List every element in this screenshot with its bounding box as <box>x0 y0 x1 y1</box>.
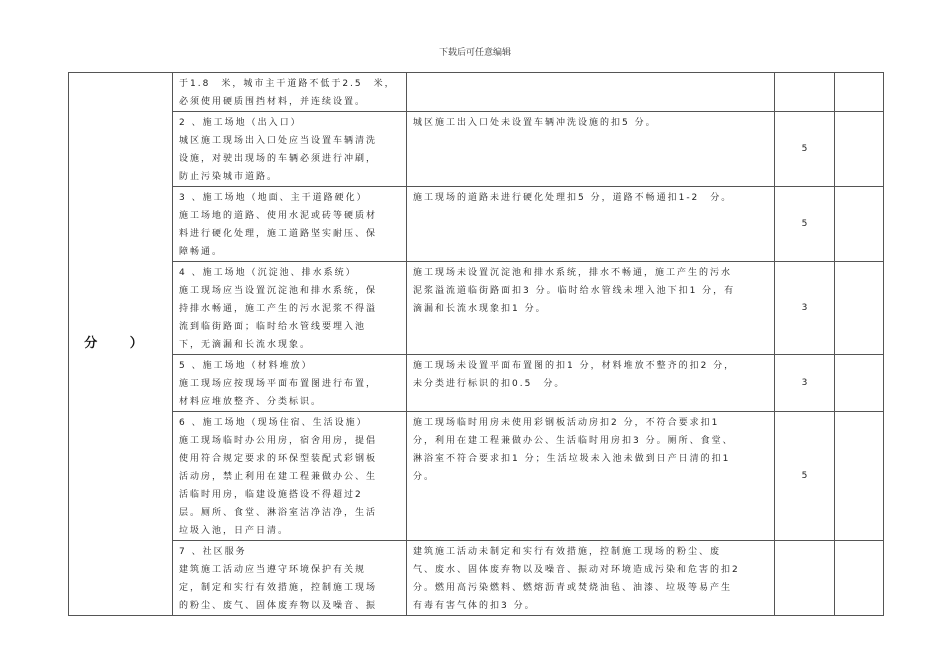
standard-line: 下，无滴漏和长流水现象。 <box>179 340 312 350</box>
deduction-line: 分。 <box>413 472 436 482</box>
page-header-note: 下载后可任意编辑 <box>438 48 511 58</box>
deduction-cell <box>407 262 775 355</box>
score-cell: 3 <box>775 355 835 412</box>
deduction-line: 分，利用在建工程兼做办公、生活临时用房扣3 分。厕所、食堂、 <box>413 436 734 446</box>
standard-cell <box>173 541 407 616</box>
standard-cell <box>173 355 407 412</box>
deduction-line: 淋浴室不符合要求扣1 分；生活垃圾未入池未做到日产日清的扣1 <box>413 454 731 464</box>
table-row <box>69 541 884 616</box>
table-row <box>69 355 884 412</box>
standard-line: 4 、施工场地（沉淀池、排水系统） <box>179 268 357 278</box>
table-body <box>69 73 884 616</box>
table-row <box>69 262 884 355</box>
deduction-line: 泥浆溢流道临街路面扣3 分。临时给水管线未埋入池下扣1 分，有 <box>413 286 736 296</box>
standard-line: 必须使用硬质围挡材料，并连续设置。 <box>179 97 367 107</box>
standard-line: 7 、社区服务 <box>179 547 247 557</box>
standard-line: 层。厕所、食堂、淋浴室洁净洁净，生活 <box>179 508 378 518</box>
deduction-line: 施工现场的道路未进行硬化处理扣5 分，道路不畅通扣1-2 分。 <box>413 193 733 203</box>
standard-line: 3 、施工场地（地面、主干道路硬化） <box>179 193 368 203</box>
standard-line: 持排水畅通，施工产生的污水泥浆不得溢 <box>179 304 378 314</box>
deduction-line: 有毒有害气体的扣3 分。 <box>413 601 536 611</box>
inspection-table <box>68 72 884 616</box>
result-cell <box>835 412 884 541</box>
result-cell <box>835 541 884 616</box>
result-cell <box>835 187 884 262</box>
deduction-cell <box>407 112 775 187</box>
score-cell: 3 <box>775 262 835 355</box>
standard-cell <box>173 187 407 262</box>
standard-cell <box>173 73 407 112</box>
standard-line: 建筑施工活动应当遵守环境保护有关规 <box>179 565 367 575</box>
standard-line: 定，制定和实行有效措施，控制施工现场 <box>179 583 378 593</box>
result-cell <box>835 262 884 355</box>
deduction-cell <box>407 187 775 262</box>
standard-cell <box>173 112 407 187</box>
score-cell: 5 <box>775 412 835 541</box>
table-row <box>69 187 884 262</box>
standard-line: 施工现场应当设置沉淀池和排水系统，保 <box>179 286 378 296</box>
standard-line: 2 、施工场地（出入口） <box>179 118 302 128</box>
standard-line: 活动房，禁止利用在建工程兼做办公、生 <box>179 472 378 482</box>
standard-line: 施工现场应按现场平面布置图进行布置， <box>179 379 378 389</box>
result-cell <box>835 355 884 412</box>
deduction-cell <box>407 355 775 412</box>
deduction-line: 施工现场未设置沉淀池和排水系统，排水不畅通，施工产生的污水 <box>413 268 733 278</box>
deduction-line: 分。燃用高污染燃料、燃熔沥青或焚烧油毡、油漆、垃圾等易产生 <box>413 583 733 593</box>
deduction-line: 建筑施工活动未制定和实行有效措施，控制施工现场的粉尘、废 <box>413 547 722 557</box>
standard-line: 施工场地的道路、使用水泥或砖等硬质材 <box>179 211 378 221</box>
table-row <box>69 412 884 541</box>
deduction-line: 气、废水、固体废弃物以及噪音、振动对环境造成污染和危害的扣2 <box>413 565 740 575</box>
standard-cell <box>173 412 407 541</box>
standard-line: 活临时用房，临建设施搭设不得超过2 <box>179 490 363 500</box>
table-row <box>69 73 884 112</box>
deduction-cell <box>407 73 775 112</box>
standard-line: 城区施工现场出入口处应当设置车辆清洗 <box>179 136 378 146</box>
deduction-cell <box>407 541 775 616</box>
standard-line: 于1.8 米，城市主干道路不低于2.5 米， <box>179 79 396 89</box>
deduction-line: 施工现场未设置平面布置图的扣1 分，材料堆放不整齐的扣2 分， <box>413 361 736 371</box>
standard-line: 设施，对驶出现场的车辆必须进行冲刷， <box>179 154 378 164</box>
category-cell <box>69 73 173 616</box>
score-cell <box>775 73 835 112</box>
standard-line: 6 、施工场地（现场住宿、生活设施） <box>179 418 368 428</box>
deduction-line: 城区施工出入口处未设置车辆冲洗设施的扣5 分。 <box>413 118 657 128</box>
deduction-line: 未分类进行标识的扣0.5 分。 <box>413 379 566 389</box>
result-cell <box>835 73 884 112</box>
score-cell: 5 <box>775 112 835 187</box>
standard-line: 障畅通。 <box>179 247 224 257</box>
standard-line: 材料应堆放整齐、分类标识。 <box>179 397 323 407</box>
standard-line: 的粉尘、废气、固体废弃物以及噪音、振 <box>179 601 378 611</box>
deduction-cell <box>407 412 775 541</box>
table-row <box>69 112 884 187</box>
score-cell <box>775 541 835 616</box>
standard-cell <box>173 262 407 355</box>
deduction-line: 滴漏和长流水现象扣1 分。 <box>413 304 547 314</box>
category-label: 分 ） <box>84 335 157 351</box>
result-cell <box>835 112 884 187</box>
standard-line: 防止污染城市道路。 <box>179 172 279 182</box>
score-cell: 5 <box>775 187 835 262</box>
standard-line: 料进行硬化处理，施工道路坚实耐压、保 <box>179 229 378 239</box>
standard-line: 垃圾入池，日产日清。 <box>179 526 290 536</box>
standard-line: 流到临街路面；临时给水管线要埋入池 <box>179 322 367 332</box>
standard-line: 5 、施工场地（材料堆放） <box>179 361 313 371</box>
deduction-line: 施工现场临时用房未使用彩钢板活动房扣2 分，不符合要求扣1 <box>413 418 720 428</box>
standard-line: 施工现场临时办公用房，宿舍用房，提倡 <box>179 436 378 446</box>
standard-line: 使用符合规定要求的环保型装配式彩钢板 <box>179 454 378 464</box>
